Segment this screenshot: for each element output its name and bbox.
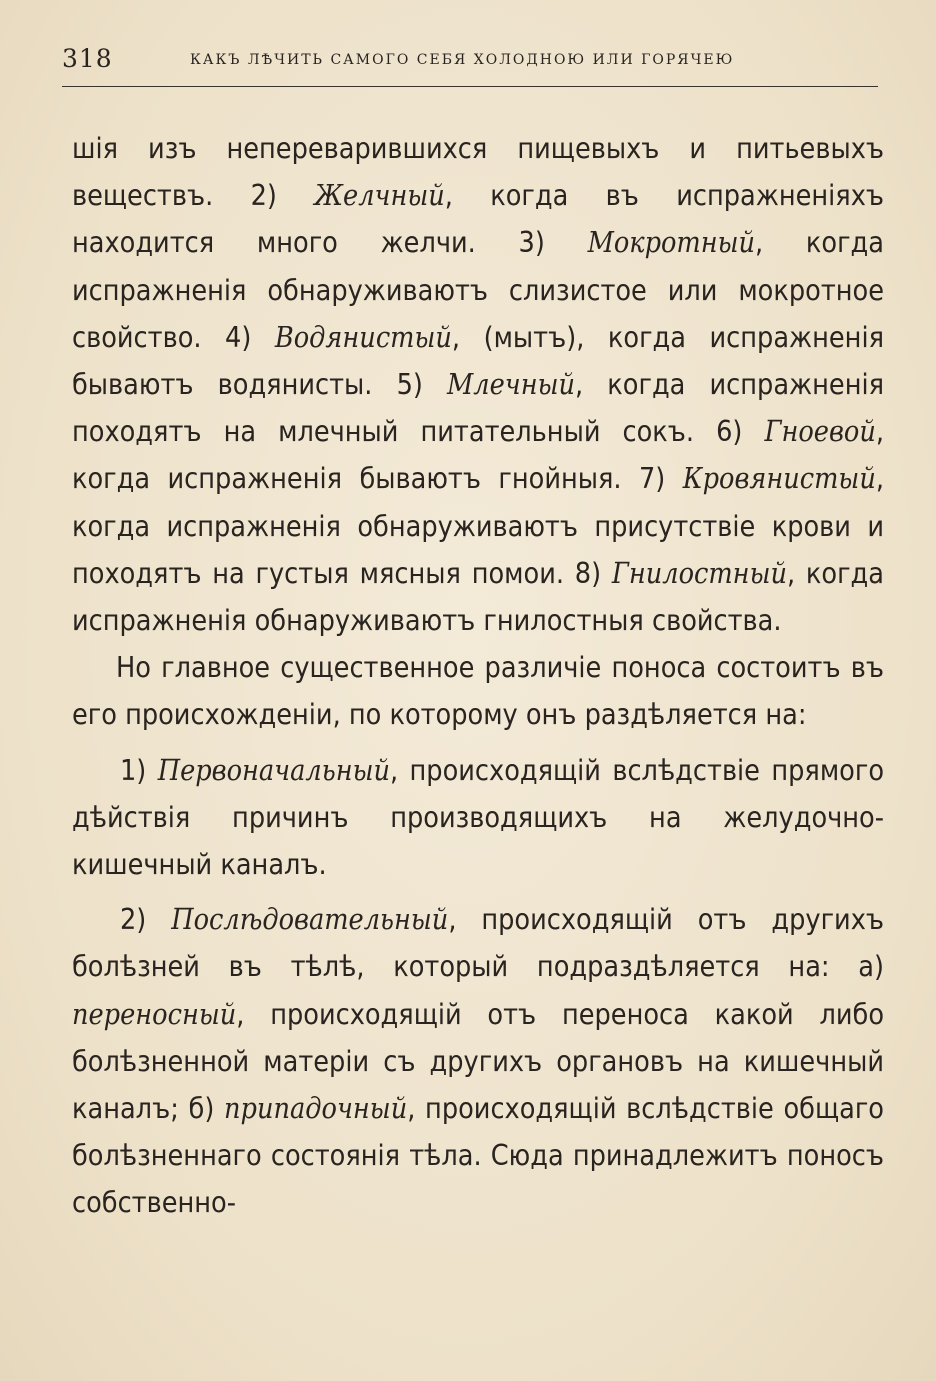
text-run: шія изъ непереварившихся пищевыхъ и питьевыхъ веществъ. 2) — [72, 132, 884, 213]
page-header — [62, 44, 882, 84]
italic-term: Мокротный — [587, 226, 756, 260]
paragraph — [72, 747, 884, 889]
italic-term: Желчный — [314, 179, 445, 213]
text-run: , когда въ испражненіяхъ находится много желчи. 3) — [72, 179, 884, 260]
text-run: , происходящій отъ переноса какой либо болѣзненной матеріи съ другихъ органовъ на кишечный каналъ; б) — [72, 997, 884, 1126]
running-title: КАКЪ ЛѢЧИТЬ САМОГО СЕБЯ ХОЛОДНОЮ ИЛИ ГОРЯЧЕЮ — [190, 52, 735, 68]
text-run: , когда испражненія бываютъ гнойныя. 7) — [72, 415, 884, 496]
text-run: , происходящій вслѣдствіе общаго болѣзненнаго состоянія тѣла. Сюда принадлежитъ поносъ собственно- — [72, 1092, 884, 1220]
text-run: , (мытъ), когда испражненія бываютъ водянисты. 5) — [72, 320, 884, 402]
italic-term: Послѣдовательный — [171, 903, 449, 937]
italic-term: Гнилостный — [611, 556, 787, 590]
italic-term: Кровянистый — [682, 462, 876, 496]
text-run: , когда испражненія обнаруживаютъ присутствіе крови и походятъ на густыя мясныя помои. 8) — [72, 462, 884, 590]
italic-term: переносный — [72, 997, 237, 1031]
header-rule — [62, 86, 878, 87]
body-text — [72, 125, 884, 1227]
text-run: , когда испражненія походятъ на млечный питательный сокъ. 6) — [72, 368, 885, 449]
text-run: , происходящій отъ другихъ болѣзней въ тѣлѣ, который подраздѣляется на: а) — [72, 903, 884, 984]
paragraph — [72, 125, 884, 644]
text-run: , когда испражненія обнаруживаютъ гнилостныя свойства. — [72, 556, 884, 638]
text-run: 2) — [120, 903, 172, 937]
page-number: 318 — [62, 44, 113, 73]
text-run: , когда испражненія обнаруживаютъ слизистое или мокротное свойство. 4) — [72, 226, 884, 354]
italic-term: Первоначальный — [157, 753, 390, 787]
paragraph — [72, 896, 884, 1226]
paragraph — [72, 644, 884, 738]
text-run: , происходящій вслѣдствіе прямого дѣйствія причинъ производящихъ на желудочно-кишечный каналъ. — [72, 753, 884, 882]
italic-term: Гноевой — [764, 415, 876, 449]
italic-term: припадочный — [224, 1092, 408, 1126]
text-run: Но главное существенное различіе поноса состоитъ въ его происхожденіи, по которому онъ раздѣляется на: — [72, 651, 884, 732]
text-run: 1) — [120, 753, 158, 787]
italic-term: Млечный — [447, 368, 576, 402]
italic-term: Водянистый — [274, 320, 452, 354]
